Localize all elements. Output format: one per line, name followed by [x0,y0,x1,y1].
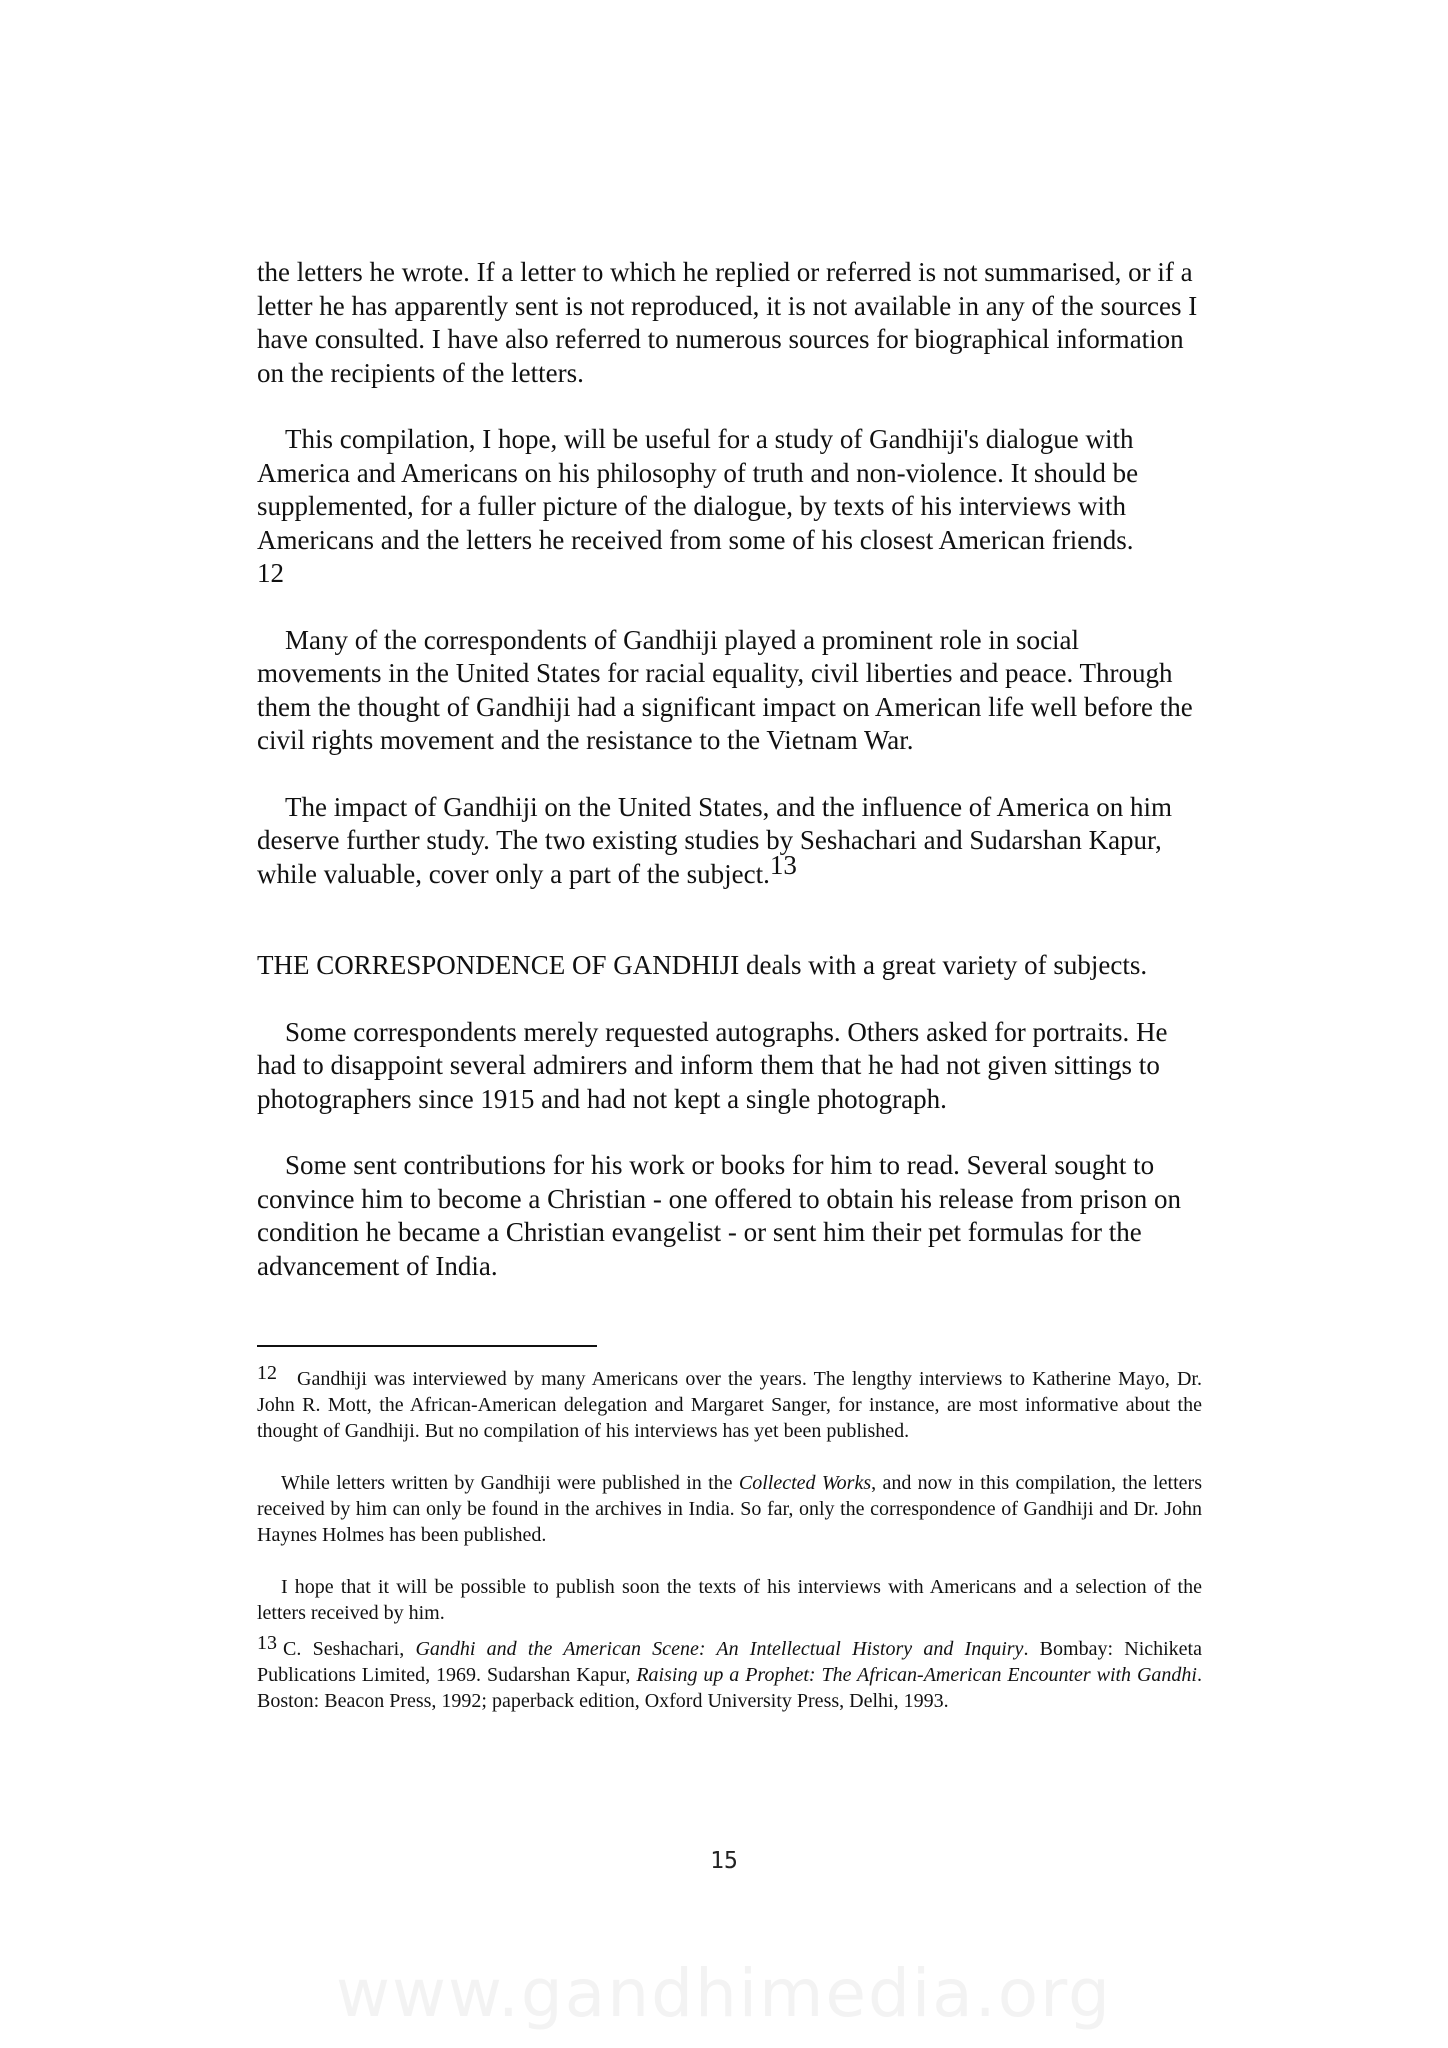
page-number: 15 [710,1848,738,1874]
footnote-12-collected-works: Collected Works [738,1472,872,1494]
paragraph-contributions: Some sent contributions for his work or books for him to read. Several sought to convince him to become a Christian - one offered to obtain his release from prison on condition he became a Christian evangelist - or sent him their pet formulas for the advancement of India. [257,1150,1181,1281]
paragraph-autographs: Some correspondents merely requested autographs. Others asked for portraits. He had to disappoint several admirers and inform them that he had not given sittings to photographers since 1915 and had not kept a single photograph. [257,1016,1168,1114]
footnote-divider [257,1345,597,1347]
footnote-12-text: Gandhiji was interviewed by many Americans over the years. The lengthy interviews to Katherine Mayo, Dr. John R. Mott, the African-American delegation and Margaret Sanger, for instance, are most informative about the thought of Gandhiji. But no compilation of his interviews has yet been published. [257,1368,1202,1442]
footnote-13-title-1: Gandhi and the American Scene: An Intellectual History and Inquiry [415,1638,1024,1660]
paragraph-impact-study [257,791,1202,892]
paragraph-impact-text: The impact of Gandhiji on the United States, and the influence of America on him deserve further study. The two existing studies by Seshachari and Sudarshan Kapur, while valuable, cover only a part of the subject. [257,791,1173,889]
footnote-12-hope: I hope that it will be possible to publish soon the texts of his interviews with Americans and a selection of the letters received by him. [257,1576,1202,1624]
footnote-13-title-2: Raising up a Prophet: The African-American Encounter with Gandhi [636,1664,1197,1686]
footnote-13-text-2: . Bombay: Nichiketa Publications Limited, 1969. Sudarshan Kapur, [257,1638,1202,1686]
footnote-12-letters-post: , and now in this compilation, the letters received by him can only be found in the archives in India. So far, only the correspondence of Gandhiji and Dr. John Haynes Holmes has been published. [257,1472,1202,1546]
paragraph-compilation-purpose [257,423,1202,591]
footnote-12-letters [257,1470,1202,1548]
footnote-12 [257,1360,1202,1444]
footnote-ref-13: 13 [769,849,797,880]
footnote-13-text-3: . Boston: Beacon Press, 1992; paperback edition, Oxford University Press, Delhi, 1993. [257,1664,1202,1712]
paragraph-correspondents-role: Many of the correspondents of Gandhiji played a prominent role in social movements in the United States for racial equality, civil liberties and peace. Through them the thought of Gandhiji had a significant impact on American life well before the civil rights movement and the resistance to the Vietnam War. [257,624,1193,755]
footnote-ref-12: 12 [257,558,284,588]
paragraph-compilation-text: This compilation, I hope, will be useful for a study of Gandhiji's dialogue with America and Americans on his philosophy of truth and non-violence. It should be supplemented, for a fuller picture of the dialogue, by texts of his interviews with Americans and the letters he received from some of his closest American friends. [257,424,1139,555]
footnote-13-text-1: C. Seshachari, [283,1638,416,1660]
section-heading-correspondence: THE CORRESPONDENCE OF GANDHIJI deals with a great variety of subjects. [257,950,1148,980]
footnote-13-number: 13 [257,1632,277,1654]
page-body [257,256,1202,1714]
watermark: www.gandhimedia.org [336,1955,1112,2032]
footnote-12-number: 12 [257,1362,277,1384]
paragraph-letters-sources: the letters he wrote. If a letter to which he replied or referred is not summarised, or if a letter he has apparently sent is not reproduced, it is not available in any of the sources I have consulted. I have also referred to numerous sources for biographical information on the recipients of the letters. [257,257,1198,388]
footnote-13 [257,1630,1202,1714]
footnote-12-letters-pre: While letters written by Gandhiji were published in the [281,1472,739,1494]
